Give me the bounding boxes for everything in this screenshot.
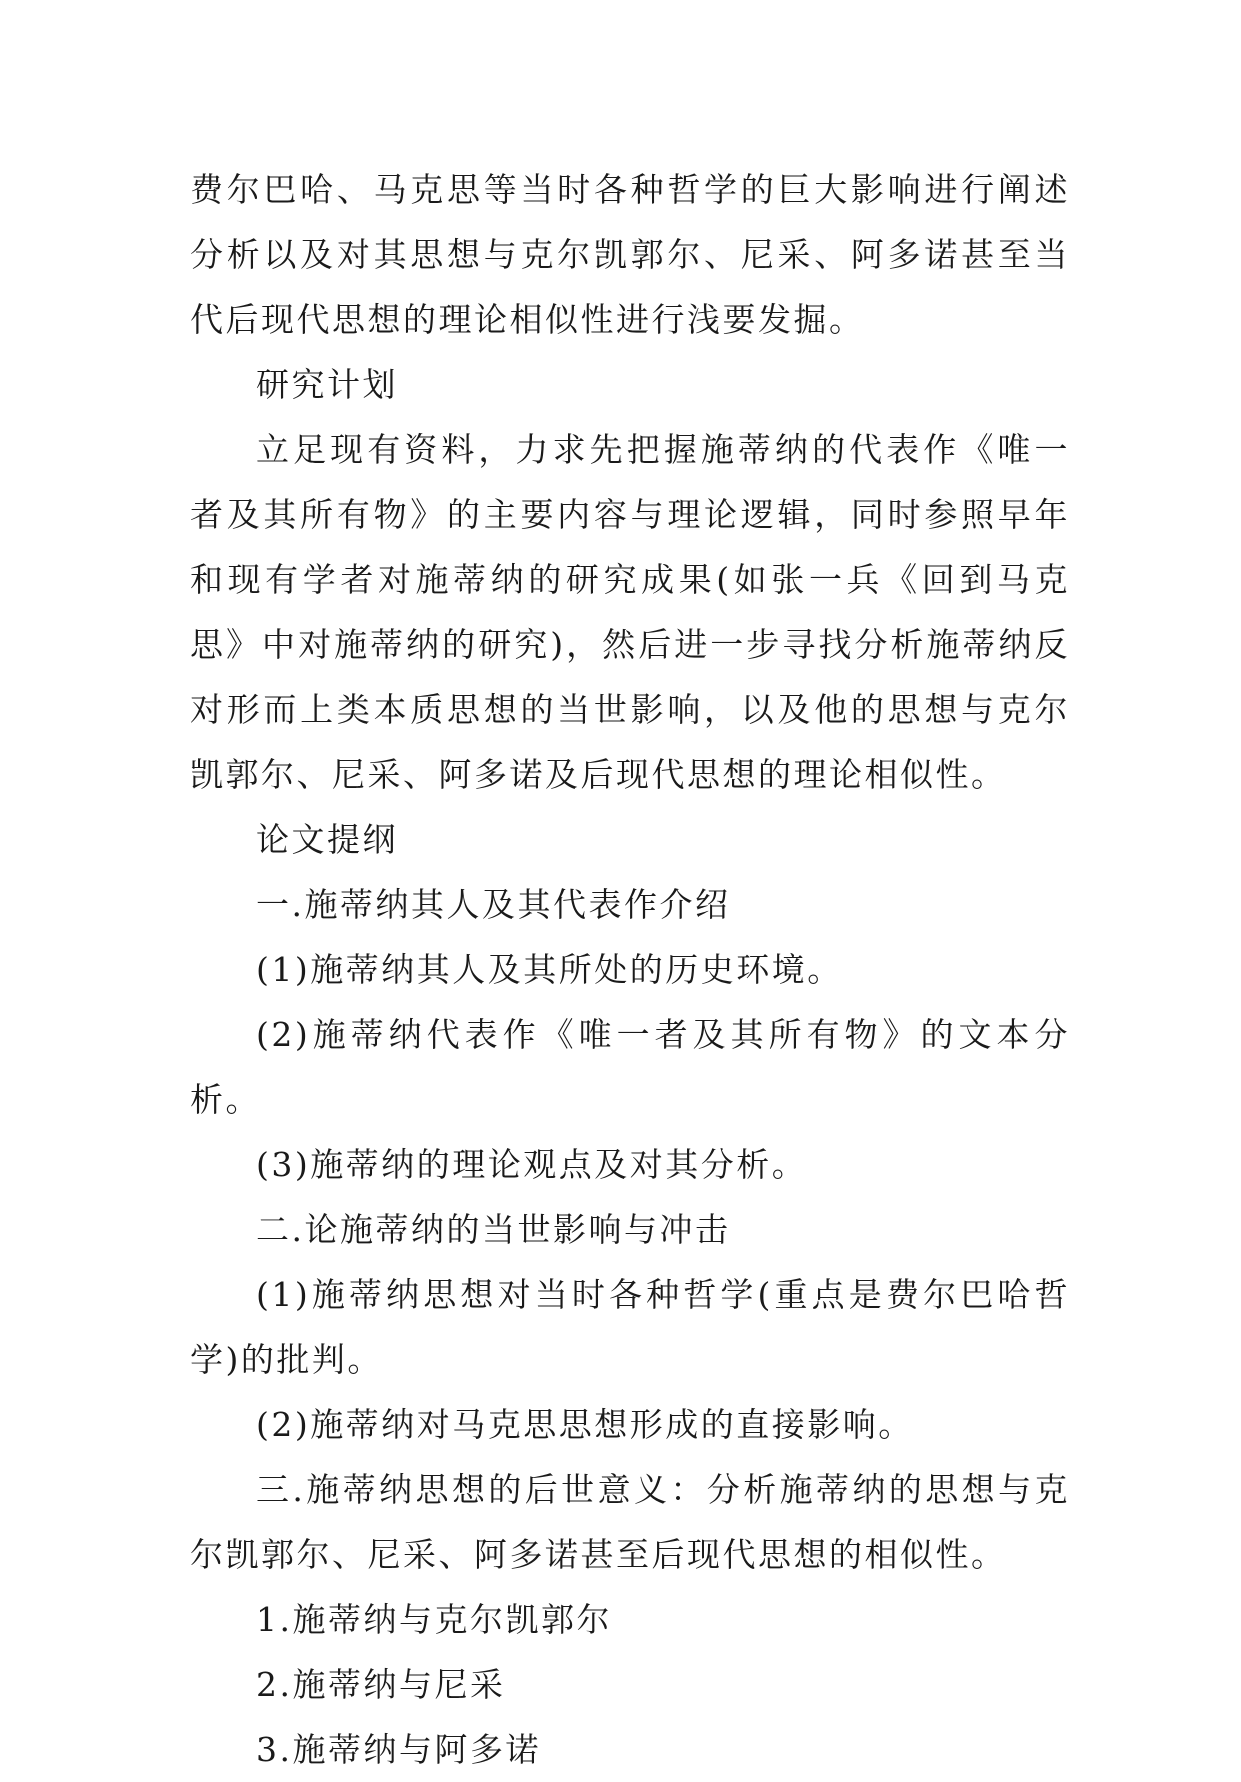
outline-item-2-1: (1)施蒂纳思想对当时各种哲学(重点是费尔巴哈哲学)的批判。 [190,1275,1070,1379]
outline-item-3-2: 2.施蒂纳与尼采 [256,1665,506,1704]
outline-item-2-2: (2)施蒂纳对马克思思想形成的直接影响。 [256,1405,914,1444]
outline-item-1-3: (3)施蒂纳的理论观点及对其分析。 [256,1145,808,1184]
paragraph-continuation: 费尔巴哈、马克思等当时各种哲学的巨大影响进行阐述分析以及对其思想与克尔凯郭尔、尼采、阿多诺甚至当代后现代思想的理论相似性进行浅要发掘。 [190,170,1070,339]
outline-section-3: 三.施蒂纳思想的后世意义：分析施蒂纳的思想与克尔凯郭尔、尼采、阿多诺甚至后现代思想的相似性。 [190,1470,1070,1574]
outline-item-3-3: 3.施蒂纳与阿多诺 [256,1730,541,1769]
paragraph-research-plan: 立足现有资料，力求先把握施蒂纳的代表作《唯一者及其所有物》的主要内容与理论逻辑，同时参照早年和现有学者对施蒂纳的研究成果(如张一兵《回到马克思》中对施蒂纳的研究)，然后进一步寻找分析施蒂纳反对形而上类本质思想的当世影响，以及他的思想与克尔凯郭尔、尼采、阿多诺及后现代思想的理论相似性。 [190,430,1070,794]
heading-thesis-outline: 论文提纲 [256,820,398,859]
outline-item-3-1: 1.施蒂纳与克尔凯郭尔 [256,1600,612,1639]
document-body [190,157,1070,1782]
outline-item-1-1: (1)施蒂纳其人及其所处的历史环境。 [256,950,843,989]
outline-section-2: 二.论施蒂纳的当世影响与冲击 [256,1210,731,1249]
outline-section-1: 一.施蒂纳其人及其代表作介绍 [256,885,731,924]
heading-research-plan: 研究计划 [256,365,398,404]
outline-item-1-2: (2)施蒂纳代表作《唯一者及其所有物》的文本分析。 [190,1015,1070,1119]
